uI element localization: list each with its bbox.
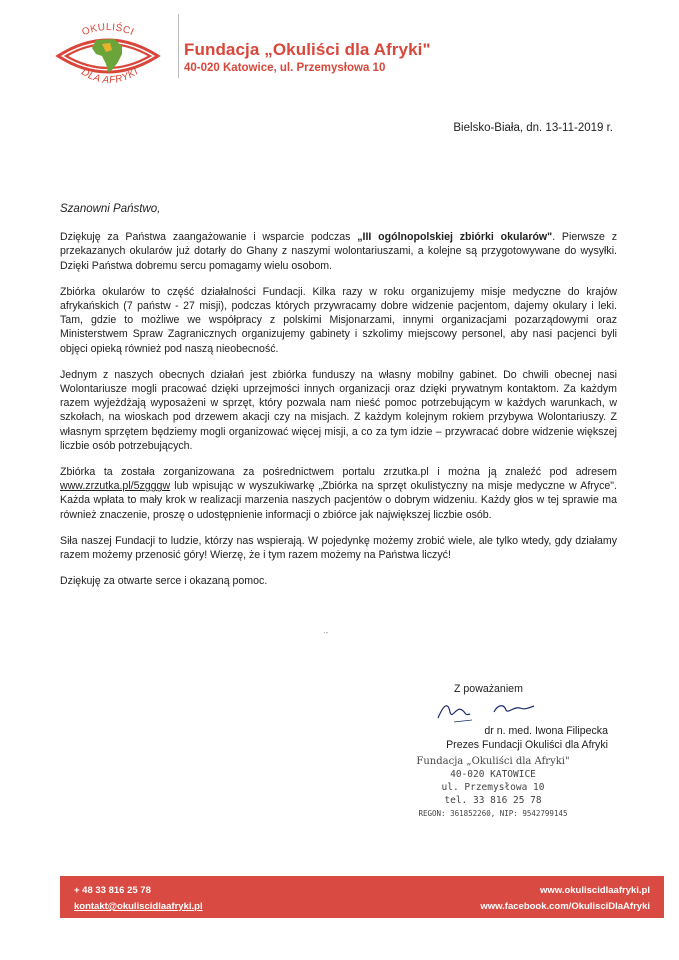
logo-bottom-text: DLA AFRYKI bbox=[79, 66, 141, 87]
signer-name: dr n. med. Iwona Filipecka bbox=[484, 725, 608, 737]
paragraph-5: Siła naszej Fundacji to ludzie, którzy nas wspierają. W pojedynkę możemy zrobić wiele, ale tylko wtedy, gdy działamy razem możemy przenosić góry! Wierzę, że i tym razem możemy na Państwa liczyć! bbox=[60, 534, 617, 562]
handwritten-signature bbox=[434, 698, 544, 724]
campaign-name: „III ogólnopolskiej zbiórki okularów" bbox=[357, 231, 553, 244]
date-line: Bielsko-Biała, dn. 13-11-2019 r. bbox=[453, 122, 613, 134]
signer-title: Prezes Fundacji Okuliści dla Afryki bbox=[446, 739, 608, 751]
fundraiser-link[interactable]: www.zrzutka.pl/5zgggw bbox=[60, 480, 171, 493]
org-address: 40-020 Katowice, ul. Przemysłowa 10 bbox=[184, 62, 386, 74]
stamp-line-phone: tel. 33 816 25 78 bbox=[444, 795, 542, 806]
stamp-line-city: 40-020 KATOWICE bbox=[450, 769, 536, 780]
header-divider bbox=[178, 14, 179, 78]
paragraph-1-text-end: . Pierwsze z przekazanych okularów już dotarły do Ghany z naszymi wolontariuszami, a kolejne są przygotowywane do wysyłki. Dzięki Państwa dobremu sercu pomagamy wielu osobom. bbox=[60, 231, 617, 272]
stamp-line-name: Fundacja „Okuliści dla Afryki" bbox=[416, 756, 570, 767]
scan-mark: ·- bbox=[323, 628, 329, 637]
paragraph-6: Dziękuję za otwarte serce i okazaną pomoc. bbox=[60, 575, 268, 588]
foundation-logo bbox=[52, 12, 164, 96]
logo-emblem bbox=[52, 12, 164, 96]
paragraph-3: Jednym z naszych obecnych działań jest zbiórka funduszy na własny mobilny gabinet. Do chwili obecnej nasi Wolontariusze mogli pracować dzięki uprzejmości innych organizacji oraz dzięki prywatnym kontaktom. Za każdym razem wyjeżdżają wyposażeni w sprzęt, który pozwala nam nieść pomoc potrzebującym w każdych warunkach, w szkołach, na wioskach pod drzewem akacji czy na misjach. Z każdym kolejnym rokiem przybywa Wolontariuszy. Z własnym sprzętem będziemy mogli organizować więcej misji, a co za tym idzie – przywracać dobre widzenie większej liczbie osób potrzebujących. bbox=[60, 368, 617, 452]
closing-block bbox=[402, 682, 622, 752]
salutation: Szanowni Państwo, bbox=[60, 203, 161, 215]
footer-facebook-link[interactable]: www.facebook.com/OkulisciDlaAfryki bbox=[480, 901, 650, 912]
paragraph-1 bbox=[60, 230, 617, 273]
org-name: Fundacja „Okuliści dla Afryki" bbox=[184, 40, 431, 59]
footer-phone: + 48 33 816 25 78 bbox=[74, 885, 151, 896]
letter-body bbox=[60, 202, 617, 600]
footer-website-link[interactable]: www.okuliscidlaafryki.pl bbox=[540, 885, 650, 896]
paragraph-4 bbox=[60, 465, 617, 522]
closing-greeting: Z poważaniem bbox=[454, 683, 523, 695]
logo-top-text: OKULIŚCI bbox=[80, 21, 136, 39]
foundation-stamp bbox=[408, 755, 578, 820]
stamp-line-ids: REGON: 361852260, NIP: 9542799145 bbox=[418, 809, 568, 818]
paragraph-1-text: Dziękuję za Państwa zaangażowanie i wsparcie podczas bbox=[60, 231, 358, 244]
footer-email-link[interactable]: kontakt@okuliscidlaafryki.pl bbox=[74, 901, 203, 912]
footer-bar bbox=[60, 876, 664, 918]
paragraph-2: Zbiórka okularów to część działalności Fundacji. Kilka razy w roku organizujemy misje medyczne do krajów afrykańskich (7 państw - 27 misji), podczas których przywracamy dobre widzenie pacjentom, dajemy okulary i leki. Tam, gdzie to możliwe we współpracy z polskimi Misjonarzami, innymi organizacjami pozarządowymi oraz Ministerstwem Spraw Zagranicznych organizujemy gabinety i szkolimy miejscowy personel, aby nasi pacjenci byli objęci opieką również pod naszą nieobecność. bbox=[60, 285, 617, 355]
paragraph-4-text-end: lub wpisując w wyszukiwarkę „Zbiórka na sprzęt okulistyczny na misje medyczne w Afryce". Każda wpłata to mały krok w realizacji marzenia naszych pacjentów o dobrym widzeniu. Każdy głos w tej sprawie ma również znaczenie, proszę o udostępnienie informacji o zbiórce jak największej liczbie osób. bbox=[60, 480, 617, 521]
stamp-line-street: ul. Przemysłowa 10 bbox=[441, 782, 545, 793]
paragraph-4-text: Zbiórka ta została zorganizowana za pośrednictwem portalu zrzutka.pl i można ją znaleźć pod adresem bbox=[60, 466, 617, 479]
